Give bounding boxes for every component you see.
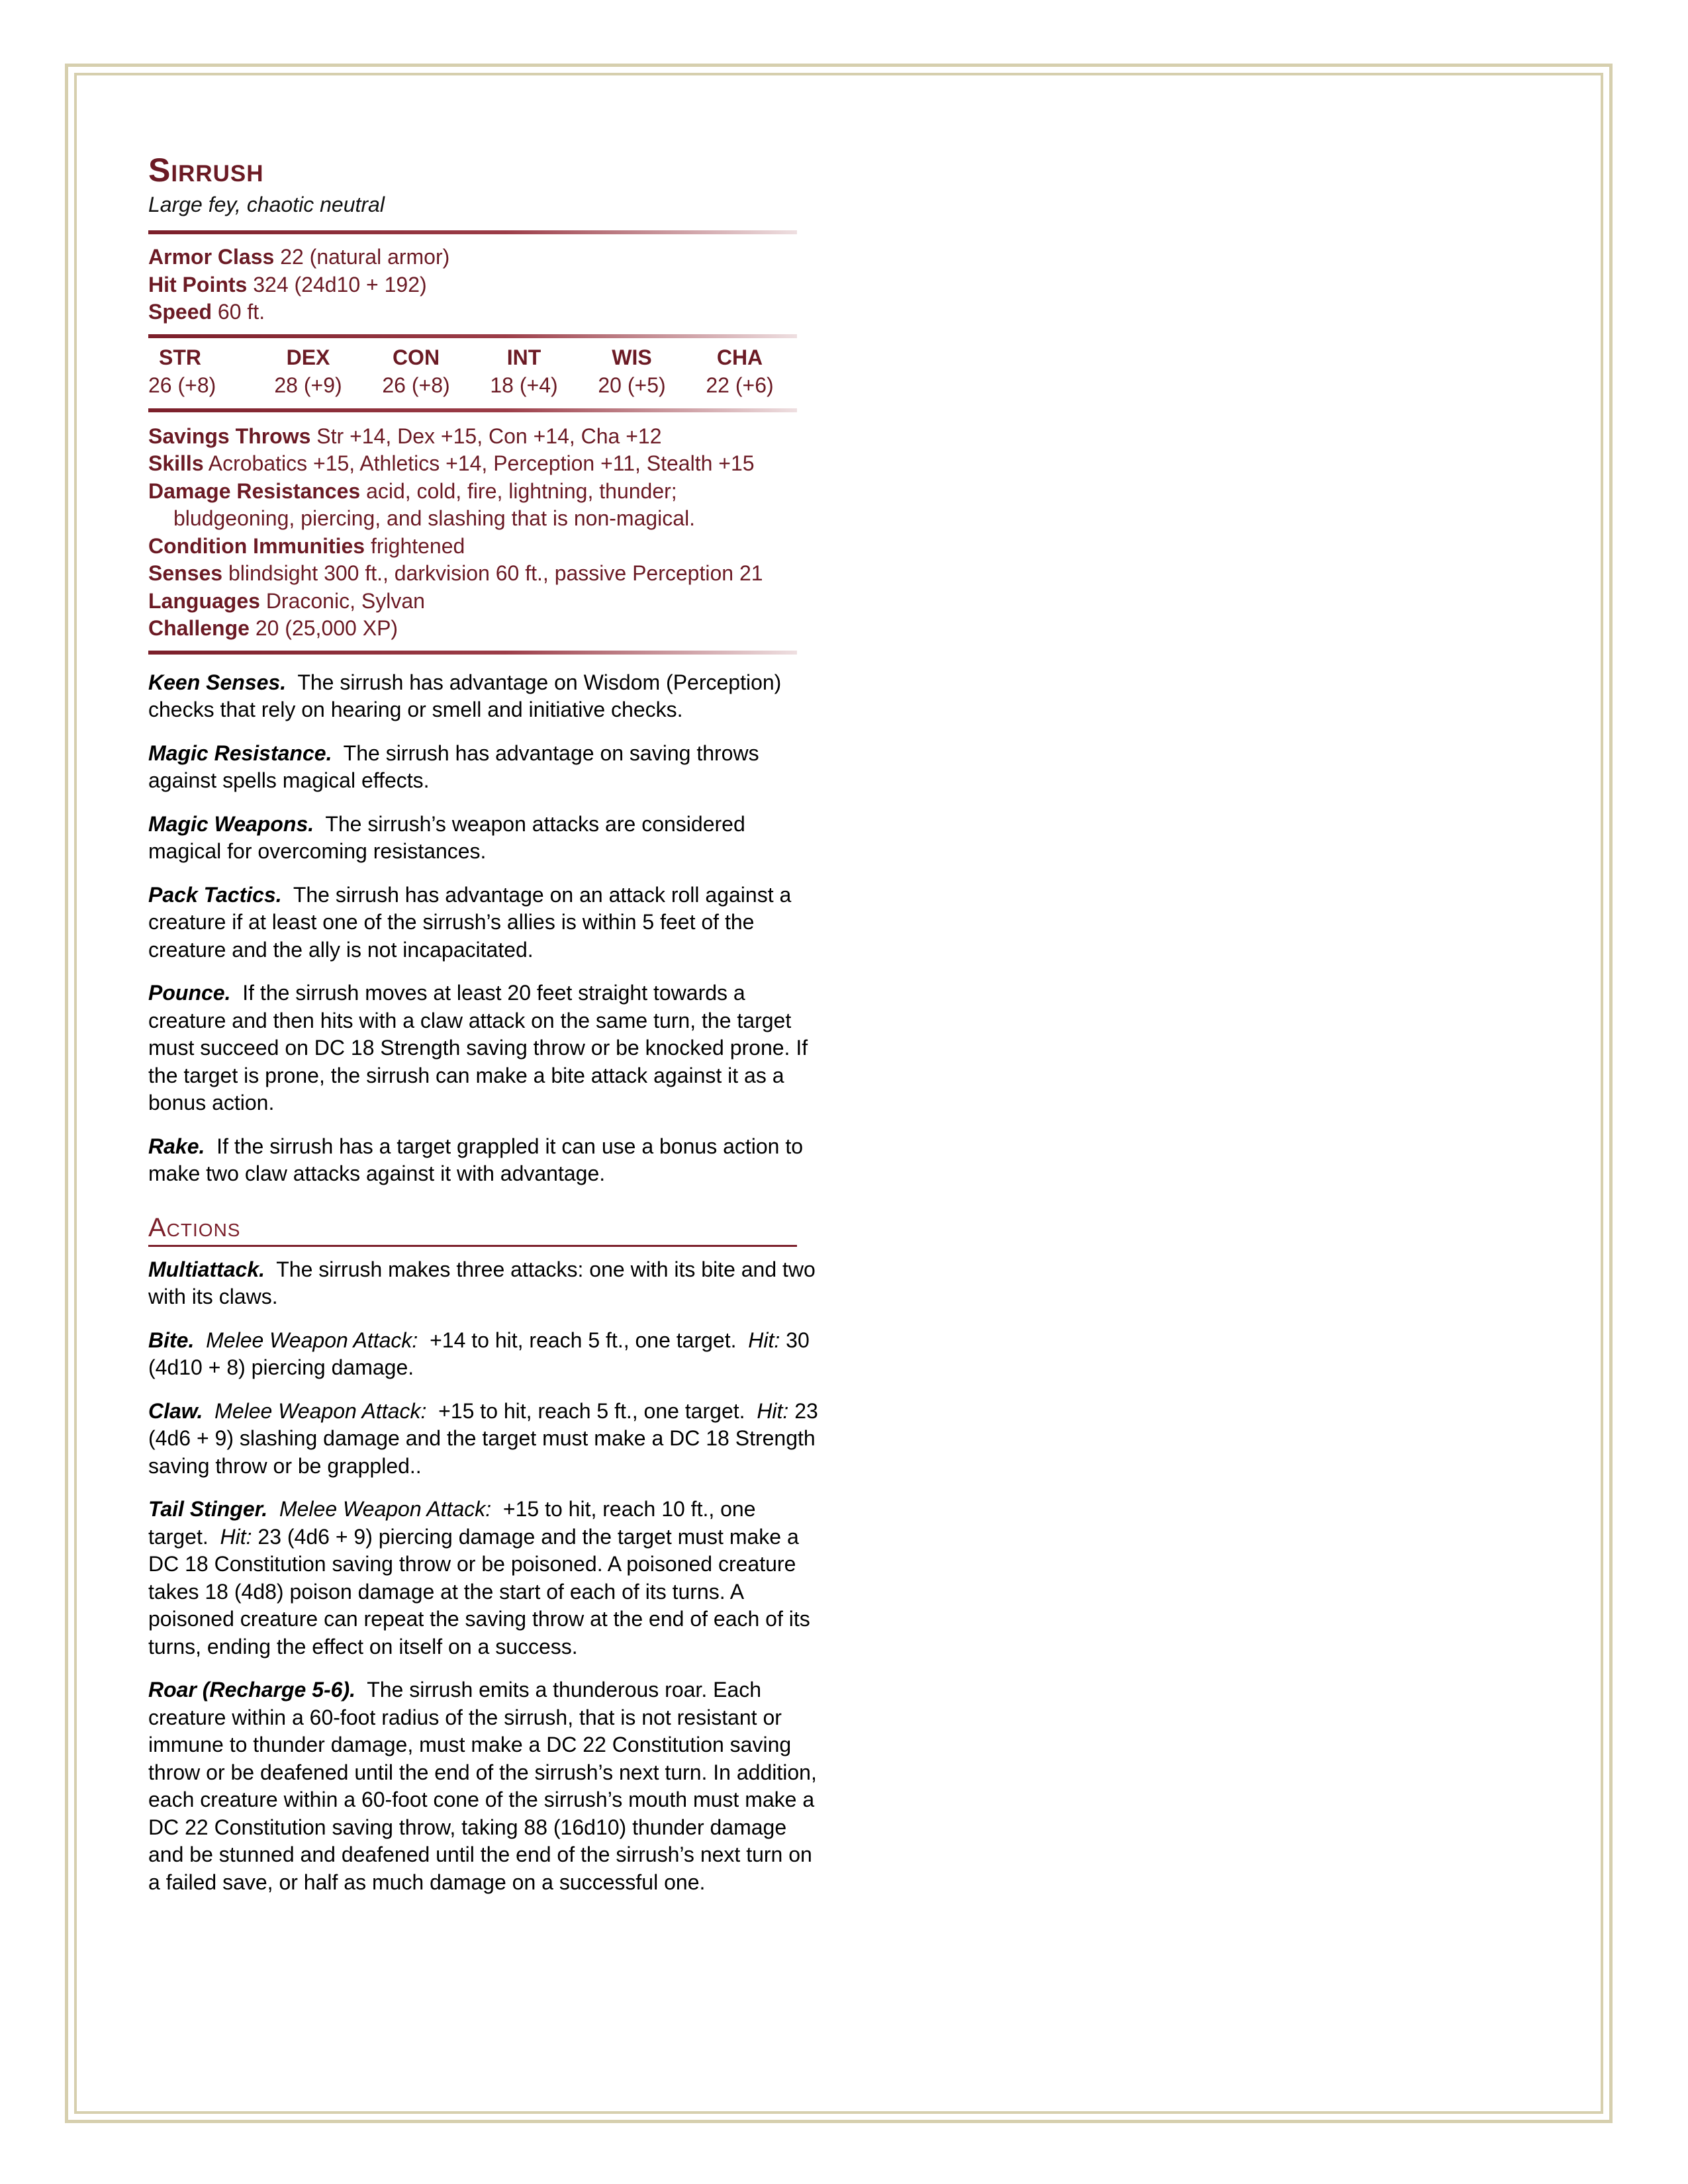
divider [148, 408, 797, 412]
ability-int: INT 18 (+4) [490, 345, 558, 397]
details [148, 423, 823, 643]
damage-resistances: Damage Resistances acid, cold, fire, lightning, thunder; [148, 478, 677, 503]
ability-cha: CHA 22 (+6) [706, 345, 774, 397]
trait-magic-weapons: Magic Weapons. The sirrush’s weapon attacks are considered magical for overcoming resistances. [148, 811, 745, 863]
actions-heading: Actions [148, 1210, 797, 1247]
action-tail-stinger: Tail Stinger. Melee Weapon Attack: +15 to hit, reach 10 ft., one target. Hit: 23 (4d6 + 9) piercing damage and the target must make a DC 18 Constitution saving throw or be poisoned. A poisoned creature takes 18 (4d8) poison damage at the start of each of its turns. A poisoned creature can repeat the saving throw at the end of each of its turns, ending the effect on itself on a success. [148, 1497, 810, 1659]
hit-points: Hit Points 324 (24d10 + 192) [148, 272, 427, 296]
ability-wis: WIS 20 (+5) [598, 345, 666, 397]
skills: Skills Acrobatics +15, Athletics +14, Perception +11, Stealth +15 [148, 451, 755, 475]
trait-keen-senses: Keen Senses. The sirrush has advantage on Wisdom (Perception) checks that rely on hearing or smell and initiative checks. [148, 670, 782, 721]
ability-scores [148, 343, 797, 399]
ability-str: STR 26 (+8) [148, 345, 216, 397]
speed: Speed 60 ft. [148, 300, 265, 324]
action-bite: Bite. Melee Weapon Attack: +14 to hit, reach 5 ft., one target. Hit: 30 (4d10 + 8) piercing damage. [148, 1328, 810, 1379]
divider [148, 230, 797, 234]
condition-immunities: Condition Immunities frightened [148, 533, 465, 558]
saving-throws: Savings Throws Str +14, Dex +15, Con +14, Cha +12 [148, 424, 662, 448]
action-claw: Claw. Melee Weapon Attack: +15 to hit, reach 5 ft., one target. Hit: 23 (4d6 + 9) slashing damage and the target must make a DC 18 Strength saving throw or be grappled.. [148, 1398, 818, 1478]
divider [148, 651, 797, 655]
monster-name: Sirrush [148, 152, 264, 189]
stat-block [148, 150, 823, 1912]
action-multiattack: Multiattack. The sirrush makes three attacks: one with its bite and two with its claws. [148, 1257, 816, 1308]
ability-con: CON 26 (+8) [382, 345, 450, 397]
challenge: Challenge 20 (25,000 XP) [148, 616, 399, 640]
traits [148, 669, 823, 1188]
senses: Senses blindsight 300 ft., darkvision 60 ft., passive Perception 21 [148, 561, 763, 585]
trait-rake: Rake. If the sirrush has a target grappled it can use a bonus action to make two claw attacks against it with advantage. [148, 1134, 804, 1185]
actions [148, 1256, 823, 1897]
languages: Languages Draconic, Sylvan [148, 588, 425, 613]
action-roar: Roar (Recharge 5-6). The sirrush emits a thunderous roar. Each creature within a 60-foot radius of the sirrush, that is not resistant or immune to thunder damage, must make a DC 22 Constitution saving throw or be deafened until the end of the sirrush’s next turn. In addition, each creature within a 60-foot cone of the sirrush’s mouth must make a DC 22 Constitution saving throw, taking 88 (16d10) thunder damage and be stunned and deafened until the end of the sirrush’s next turn on a failed save, or half as much damage on a successful one. [148, 1678, 817, 1894]
ability-dex: DEX 28 (+9) [274, 345, 342, 397]
damage-resistances-cont: bludgeoning, piercing, and slashing that is non-magical. [173, 506, 696, 530]
armor-class: Armor Class 22 (natural armor) [148, 245, 450, 269]
divider [148, 334, 797, 338]
trait-pounce: Pounce. If the sirrush moves at least 20 feet straight towards a creature and then hits with a claw attack on the same turn, the target must succeed on DC 18 Strength saving throw or be knocked prone. If the target is prone, the sirrush can make a bite attack against it as a bonus action. [148, 981, 808, 1115]
trait-magic-resistance: Magic Resistance. The sirrush has advantage on saving throws against spells magical effects. [148, 741, 759, 792]
trait-pack-tactics: Pack Tactics. The sirrush has advantage on an attack roll against a creature if at least one of the sirrush’s allies is within 5 feet of the creature and the ally is not incapacitated. [148, 882, 792, 962]
monster-type: Large fey, chaotic neutral [148, 193, 385, 216]
core-stats [148, 244, 823, 326]
